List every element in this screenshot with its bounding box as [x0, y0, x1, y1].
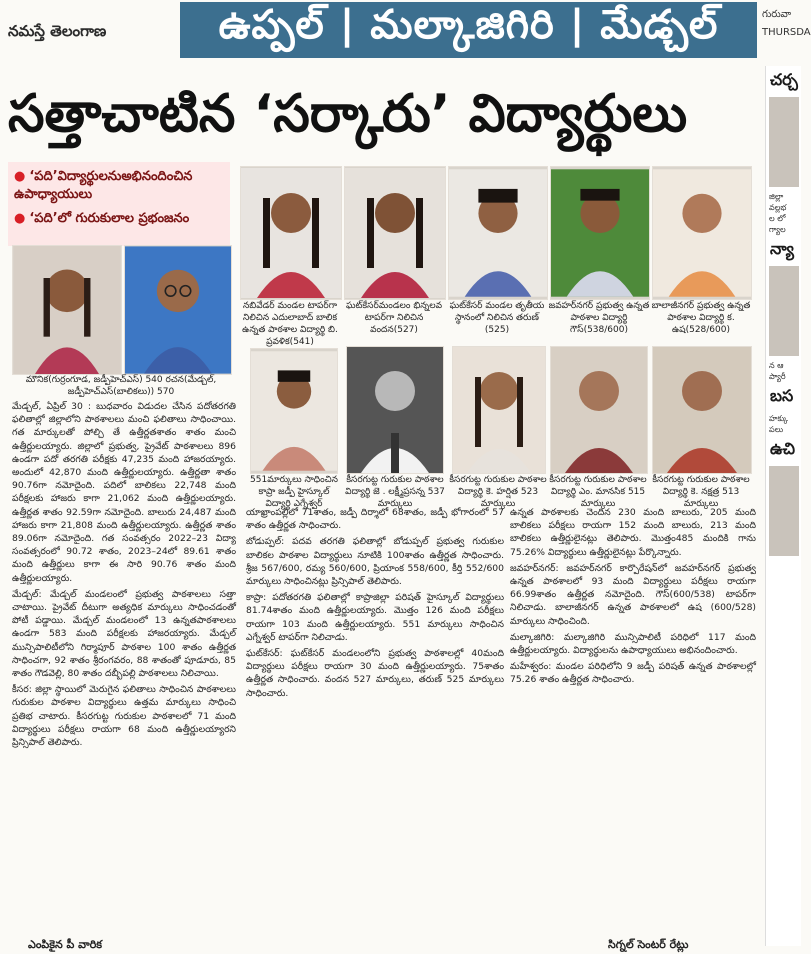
photo-caption: కీసరగుట్ట గురుకుల పాఠశాల విద్యార్థి ఎం. మానసిక 515 మార్కులు: [549, 475, 647, 509]
article-paragraph: ఉన్నత పాఠశాలకు చెందిన 230 మంది బాలురు, 205 మంది బాలికలు పరీక్షలు రాయగా 152 మంది బాలురు, 213 మంది బాలికలు ఉత్తీర్ణులైనట్లు తెలిపారు. మొత్తం485 మందికి గాను 75.26% విద్యార్థులు ఉత్తీర్ణులైనట్లు పేర్కొన్నారు.: [510, 507, 756, 558]
portrait-icon: [653, 347, 751, 473]
article-paragraph: కీసర: జిల్లా స్థాయిలో మెరుగైన ఫలితాలు సాధించిన పాఠశాలలు గురుకుల పాఠశాల విద్యార్థులు ఉత్తమ మార్కులు సాధించి ప్రతిభ చాటారు. కీసరగుట్ట గురుకుల పాఠశాలలో 71 మంది విద్యార్థులు పరీక్షలు రాయగా 68 మంది ఉత్తీర్ణులయ్యారని ప్రిన్సిపాల్ తెలిపారు.: [12, 684, 236, 749]
photo-caption: కీసరగుట్ట గురుకుల పాఠశాల విద్యార్థి కె. హర్షిత 523 మార్కులు: [449, 475, 547, 509]
sidebar-photo: [769, 97, 799, 187]
sidebar-photo: [769, 266, 799, 356]
bullet-icon: ●: [14, 211, 26, 226]
sidebar-text: ల లో: [769, 214, 786, 223]
article-paragraph: మేడ్చల్, ఏప్రిల్ 30 : బుధవారం విడుదల చేసిన పదోతరగతి ఫలితాల్లో జిల్లాలోని పాఠశాలలు మంచి ఫలితాలు సాధించాయి. గత మార్కులతో పోల్చి తే ఉత్తీర్ణతశాతం శాతం మంచి ఉత్తీర్ణులయ్యారు. జిల్లాలో ప్రభుత్వ, ప్రైవేట్ పాఠశాలలు 896 ఉండగా పదో తరగతి పరీక్షకు 47,235 మంది హాజరయ్యారు. అందులో 42,870 మంది ఉత్తీర్ణులయ్యారు. ఉత్తీర్ణతా శాతం 90.76గా నమోదైంది. పదిలో బాలికలు 22,748 మంది పరీక్షలకు హాజరు కాగా 21,062 మంది ఉత్తీర్ణులయ్యారు. ఉత్తీర్ణత శాతం 92.59గా నమోదైంది. బాలురు 24,487 మంది హాజరు కాగా 21,808 మంది ఉత్తీర్ణులయ్యారు. ఉత్తీర్ణత శాతం 89.06గా నమోదైంది. గత సంవత్సరం 2022–23 విద్యా సంవత్సరంలో 90.72 శాతం, 2023–24లో 89.61 శాతం మంది ఉత్తీర్ణులు కాగా ఈ సారి 90.76 శాతం మంది ఉత్తీర్ణులయ్యారు.: [12, 401, 236, 584]
portrait-icon: [345, 167, 445, 299]
article-paragraph: బోడుప్పల్: పదవ తరగతి ఫలితాల్లో బోడుప్పల్ ప్రభుత్వ గురుకుల బాలికల పాఠశాల విద్యార్థులు నూటికి 100శాతం ఉత్తీర్ణత సాధించారు. శ్రీజ 567/600, రమ్య 560/600, ప్రియాంక 558/600, కీర్తి 552/600 మార్కులు సాధించినట్లు ప్రిన్సిపాల్ తెలిపారు.: [246, 536, 504, 588]
student-photo: [346, 346, 444, 474]
sidebar-text: ప్యారీ: [769, 372, 786, 381]
student-photo: [448, 166, 548, 300]
sidebar-text: గ్యాల: [769, 225, 786, 234]
portrait-icon: [13, 246, 121, 374]
photo-caption: ఘట్‌కేసర్‌మండలం భిన్నలవ టాపర్‌గా నిలిచిన వందన(527): [345, 301, 443, 335]
bullet-icon: ●: [14, 169, 26, 184]
portrait-icon: [347, 347, 443, 473]
portrait-icon: [241, 167, 341, 299]
sidebar-text: జిల్లా: [769, 192, 784, 201]
student-photo: [550, 166, 650, 300]
article-paragraph: యాఖ్రాంపల్లిలో 71శాతం, జడ్పీ దిర్శాలో 68శాతం, జడ్పీ భోగారంలో 57 శాతం ఉత్తీర్ణత సాధించారు.: [246, 507, 504, 532]
bottom-teaser: సిగ్నల్ సెంటర్‌ రేట్లు: [608, 938, 689, 951]
date-line-telugu: గురువా: [762, 9, 792, 20]
student-photo: [344, 166, 446, 300]
article-paragraph: ఘట్‌కేసర్: ఘట్‌కేసర్ మండలంలోని ప్రభుత్వ పాఠశాలల్లో 40మంది విద్యార్థులు పరీక్షలు రాయగా 30 మంది ఉత్తీర్ణులయ్యారు. 75శాతం ఉత్తీర్ణత సాధించారు. వందన 527 మార్కులు, తరుణ్ 525 మార్కులు సాధించారు.: [246, 648, 504, 699]
paper-name: నమస్తే తెలంగాణ: [8, 22, 107, 40]
article-paragraph: కాప్రా: పదోతరగతి ఫలితాల్లో కాప్రాజిల్లా పరిషత్ హైస్కూల్ విద్యార్థులు 81.74శాతం మంది ఉత్తీర్ణులయ్యారు. మొత్తం 126 మంది పరీక్షలు రాయగా 103 మంది ఉత్తీర్ణులయ్యారు. 551 మార్కులు సాధించిన ఎగ్నేశ్వర్ టాపర్‌గా నిలిచాడు.: [246, 592, 504, 643]
photo-caption: కీసరగుట్ట గురుకుల పాఠశాల విద్యార్థి జె . లక్ష్మీప్రసన్న 537 మార్కులు: [345, 475, 445, 509]
sidebar-text: వల్లభ: [769, 203, 787, 212]
photo-caption: నబివేడర్ మండల టాపర్‌గా నిలిచిన ఎదులాబాద్ బాలిక ఉన్నత పాఠశాల విద్యార్థి బి. ప్రవళిక(541): [242, 301, 338, 347]
sidebar-text: న ఆ: [769, 361, 784, 370]
portrait-icon: [551, 347, 647, 473]
student-photo: [652, 346, 752, 474]
photo-caption: బాలాజీనగర్ ప్రభుత్వ ఉన్నత పాఠశాల విద్యార్థి క. ఉష(528/600): [651, 301, 751, 335]
student-photo: [452, 346, 546, 474]
student-photo: [550, 346, 648, 474]
sidebar-text: హక్కు: [769, 414, 789, 423]
bottom-teaser: ఎంపికైన పీ వారిక: [28, 938, 102, 951]
date-info: [762, 6, 811, 42]
photo-caption: 551మార్కులు సాధించిన కాప్రా జడ్పీ హైస్కూల్ విద్యార్థి ఎగ్నేశ్వర్: [250, 475, 338, 509]
portrait-icon: [453, 347, 545, 473]
region-banner: ఉప్పల్ | మల్కాజిగిరి | మేడ్చల్: [180, 2, 757, 58]
student-photo: [250, 348, 338, 474]
sidebar-text: పలు: [769, 425, 784, 434]
student-photo: [124, 245, 232, 375]
student-photo: [240, 166, 342, 300]
date-line-english: THURSDA: [762, 27, 811, 38]
portrait-icon: [653, 167, 751, 299]
photo-caption: కీసరగుట్ట గురుకుల పాఠశాల విద్యార్థి కె. నక్షత్ర 513 మార్కులు: [652, 475, 750, 509]
article-paragraph: మల్కాజిగిరి: మల్కాజిగిరి మున్సిపాలిటీ పరిధిలో 117 మంది ఉత్తీర్ణులయ్యారు. విద్యార్థులను ఉపాధ్యాయులు అభినందించారు.: [510, 631, 756, 657]
article-paragraph: మహేశ్వరం: మండల పరిధిలోని 9 జడ్పీ పరిషత్ ఉన్నత పాఠశాలల్లో 75.26 శాతం ఉత్తీర్ణత సాధించారు.: [510, 661, 756, 686]
main-headline: సత్తాచాటిన ‘సర్కారు’ విద్యార్థులు: [8, 84, 688, 144]
highlight-item: ● ‘పది’విద్యార్థులనుఅభినందించిన ఉపాధ్యాయులు: [14, 169, 193, 202]
portrait-icon: [251, 349, 337, 473]
photo-caption: ఘట్‌కేసర్ మండల తృతీయ స్థానంలో నిలిచిన తరుణ్ (525): [449, 301, 545, 335]
photo-caption: మౌనిక(గుర్రంగూడ, జడ్పీహెచ్ఎస్) 540 రచన(మేడ్చల్, జడ్పీహెచ్ఎస్(బాలికలు)) 570: [25, 375, 217, 397]
portrait-icon: [449, 167, 547, 299]
sidebar-heading: చర్చ: [770, 70, 798, 89]
photo-caption: జవహర్‌నగర్ ప్రభుత్వ ఉన్నత పాఠశాల విద్యార్థి గౌస్(538/600): [548, 301, 650, 335]
adjacent-page-strip: [765, 66, 801, 946]
article-column-3: [510, 506, 756, 930]
article-paragraph: మేడ్చల్: మేడ్చల్ మండలంలో ప్రభుత్వ పాఠశాలలు సత్తా చాటాయి. ప్రైవేట్ దీటుగా అత్యధిక మార్కులు సాధించడంతో పోటీ పడ్డాయి. మేడ్చల్ మండలంలో 13 ఉన్నతపాఠశాలలు ఉండగా 583 మంది పరీక్షలకు హాజరయ్యారు. మేడ్చల్ మున్సిపాలిటీలోని గిర్మాపూర్ పాఠశాల 100 శాతం ఉత్తీర్ణత సాధించగా, 92 శాతం శ్రీరంగవరం, 88 శాతంతో పూడూరు, 85 శాతం గౌడవెల్లి, 80 శాతం దబ్బీపల్లి పాఠశాలలు నిలిచాయి.: [12, 588, 236, 680]
article-paragraph: జవహర్‌నగర్: జవహర్‌నగర్ కార్పొరేషన్‌లో జవహర్‌నగర్ ప్రభుత్వ ఉన్నత పాఠశాలలో 93 మంది విద్యార్థులు పరీక్షలు రాయగా 66.99శాతం ఉత్తీర్ణత నమోదైంది. గౌస్(600/538) టాపర్‌గా నిలిచాడు. బాలాజీనగర్ ఉన్నత పాఠశాలలో ఉష (600/528) మార్కులు సాధించింది.: [510, 562, 756, 627]
student-photo: [652, 166, 752, 300]
portrait-icon: [125, 246, 231, 374]
article-column-2: [246, 506, 504, 930]
highlight-item: ● ‘పది’లో గురుకులాల ప్రభంజనం: [14, 211, 190, 226]
sidebar-heading: బస: [770, 386, 794, 405]
portrait-icon: [551, 167, 649, 299]
highlights-box: [8, 162, 230, 246]
student-photo: [12, 245, 122, 375]
sidebar-photo: [769, 466, 799, 556]
masthead: [0, 0, 811, 70]
article-column-1: [12, 400, 236, 930]
sidebar-heading: ఉచి: [770, 439, 796, 458]
sidebar-heading: న్యా: [770, 239, 794, 258]
